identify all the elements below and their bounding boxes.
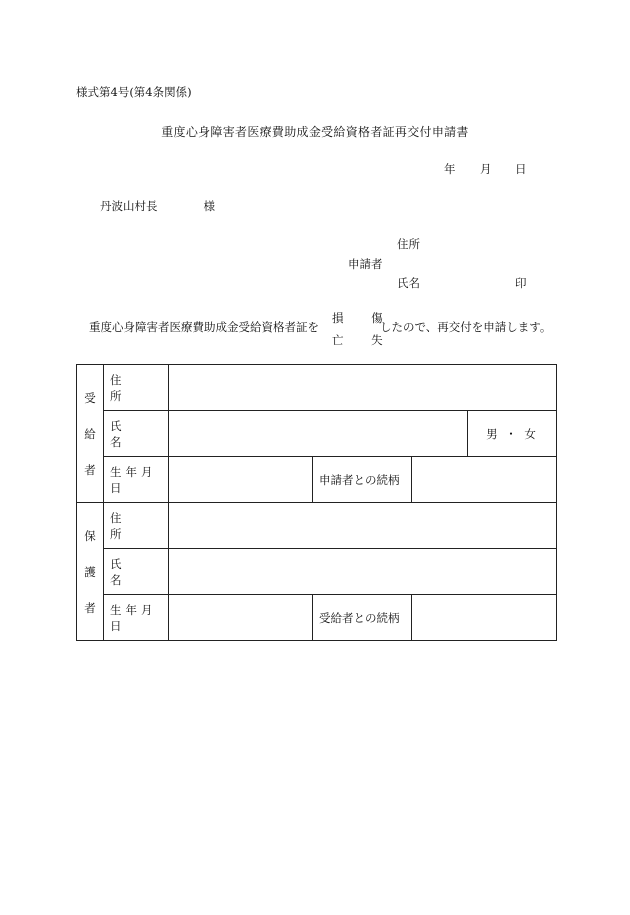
- addressee: [100, 198, 215, 214]
- recipient-address-row: [77, 365, 557, 411]
- recipient-relation-label: 申請者との続柄: [313, 457, 412, 503]
- date-month-label: 月: [480, 162, 492, 176]
- guardian-birthdate-field[interactable]: [169, 595, 313, 641]
- addressee-honorific: 様: [203, 199, 215, 213]
- guardian-birth-row: [77, 595, 557, 641]
- applicant-label: 申請者: [348, 257, 383, 271]
- guardian-address-row: [77, 503, 557, 549]
- applicant-name-label: 氏名: [397, 276, 420, 290]
- option-lost: 亡 失: [332, 333, 395, 347]
- date-day-label: 日: [515, 162, 527, 176]
- guardian-relation-field[interactable]: [412, 595, 557, 641]
- guardian-address-field[interactable]: [169, 503, 557, 549]
- recipient-gender-field[interactable]: 男 ・ 女: [468, 411, 557, 457]
- document-title: 重度心身障害者医療費助成金受給資格者証再交付申請書: [161, 125, 469, 139]
- recipient-address-field[interactable]: [169, 365, 557, 411]
- guardian-name-field[interactable]: [169, 549, 557, 595]
- guardian-relation-label: 受給者との続柄: [313, 595, 412, 641]
- guardian-name-row: [77, 549, 557, 595]
- recipient-name-field[interactable]: [169, 411, 468, 457]
- recipient-name-label: 氏 名: [104, 411, 169, 457]
- info-table: [76, 364, 557, 641]
- recipient-birth-row: [77, 457, 557, 503]
- addressee-name: 丹波山村長: [100, 199, 158, 213]
- form-number: 様式第4号(第4条関係): [76, 85, 192, 99]
- recipient-birthdate-field[interactable]: [169, 457, 313, 503]
- recipient-birthdate-label: 生年月日: [104, 457, 169, 503]
- guardian-name-label: 氏 名: [104, 549, 169, 595]
- statement-text-before: 重度心身障害者医療費助成金受給資格者証を: [89, 320, 319, 334]
- guardian-group-label: 保 護 者: [77, 503, 104, 641]
- guardian-address-label: 住 所: [104, 503, 169, 549]
- applicant-address-label: 住所: [397, 237, 420, 251]
- statement-text-after: したので、再交付を申請します。: [380, 320, 552, 334]
- recipient-group-label: 受 給 者: [77, 365, 104, 503]
- date-year-label: 年: [444, 162, 456, 176]
- seal-mark: 印: [515, 276, 527, 290]
- recipient-relation-field[interactable]: [412, 457, 557, 503]
- guardian-birthdate-label: 生年月日: [104, 595, 169, 641]
- option-damaged: 損 傷: [332, 311, 395, 325]
- recipient-name-row: [77, 411, 557, 457]
- recipient-address-label: 住 所: [104, 365, 169, 411]
